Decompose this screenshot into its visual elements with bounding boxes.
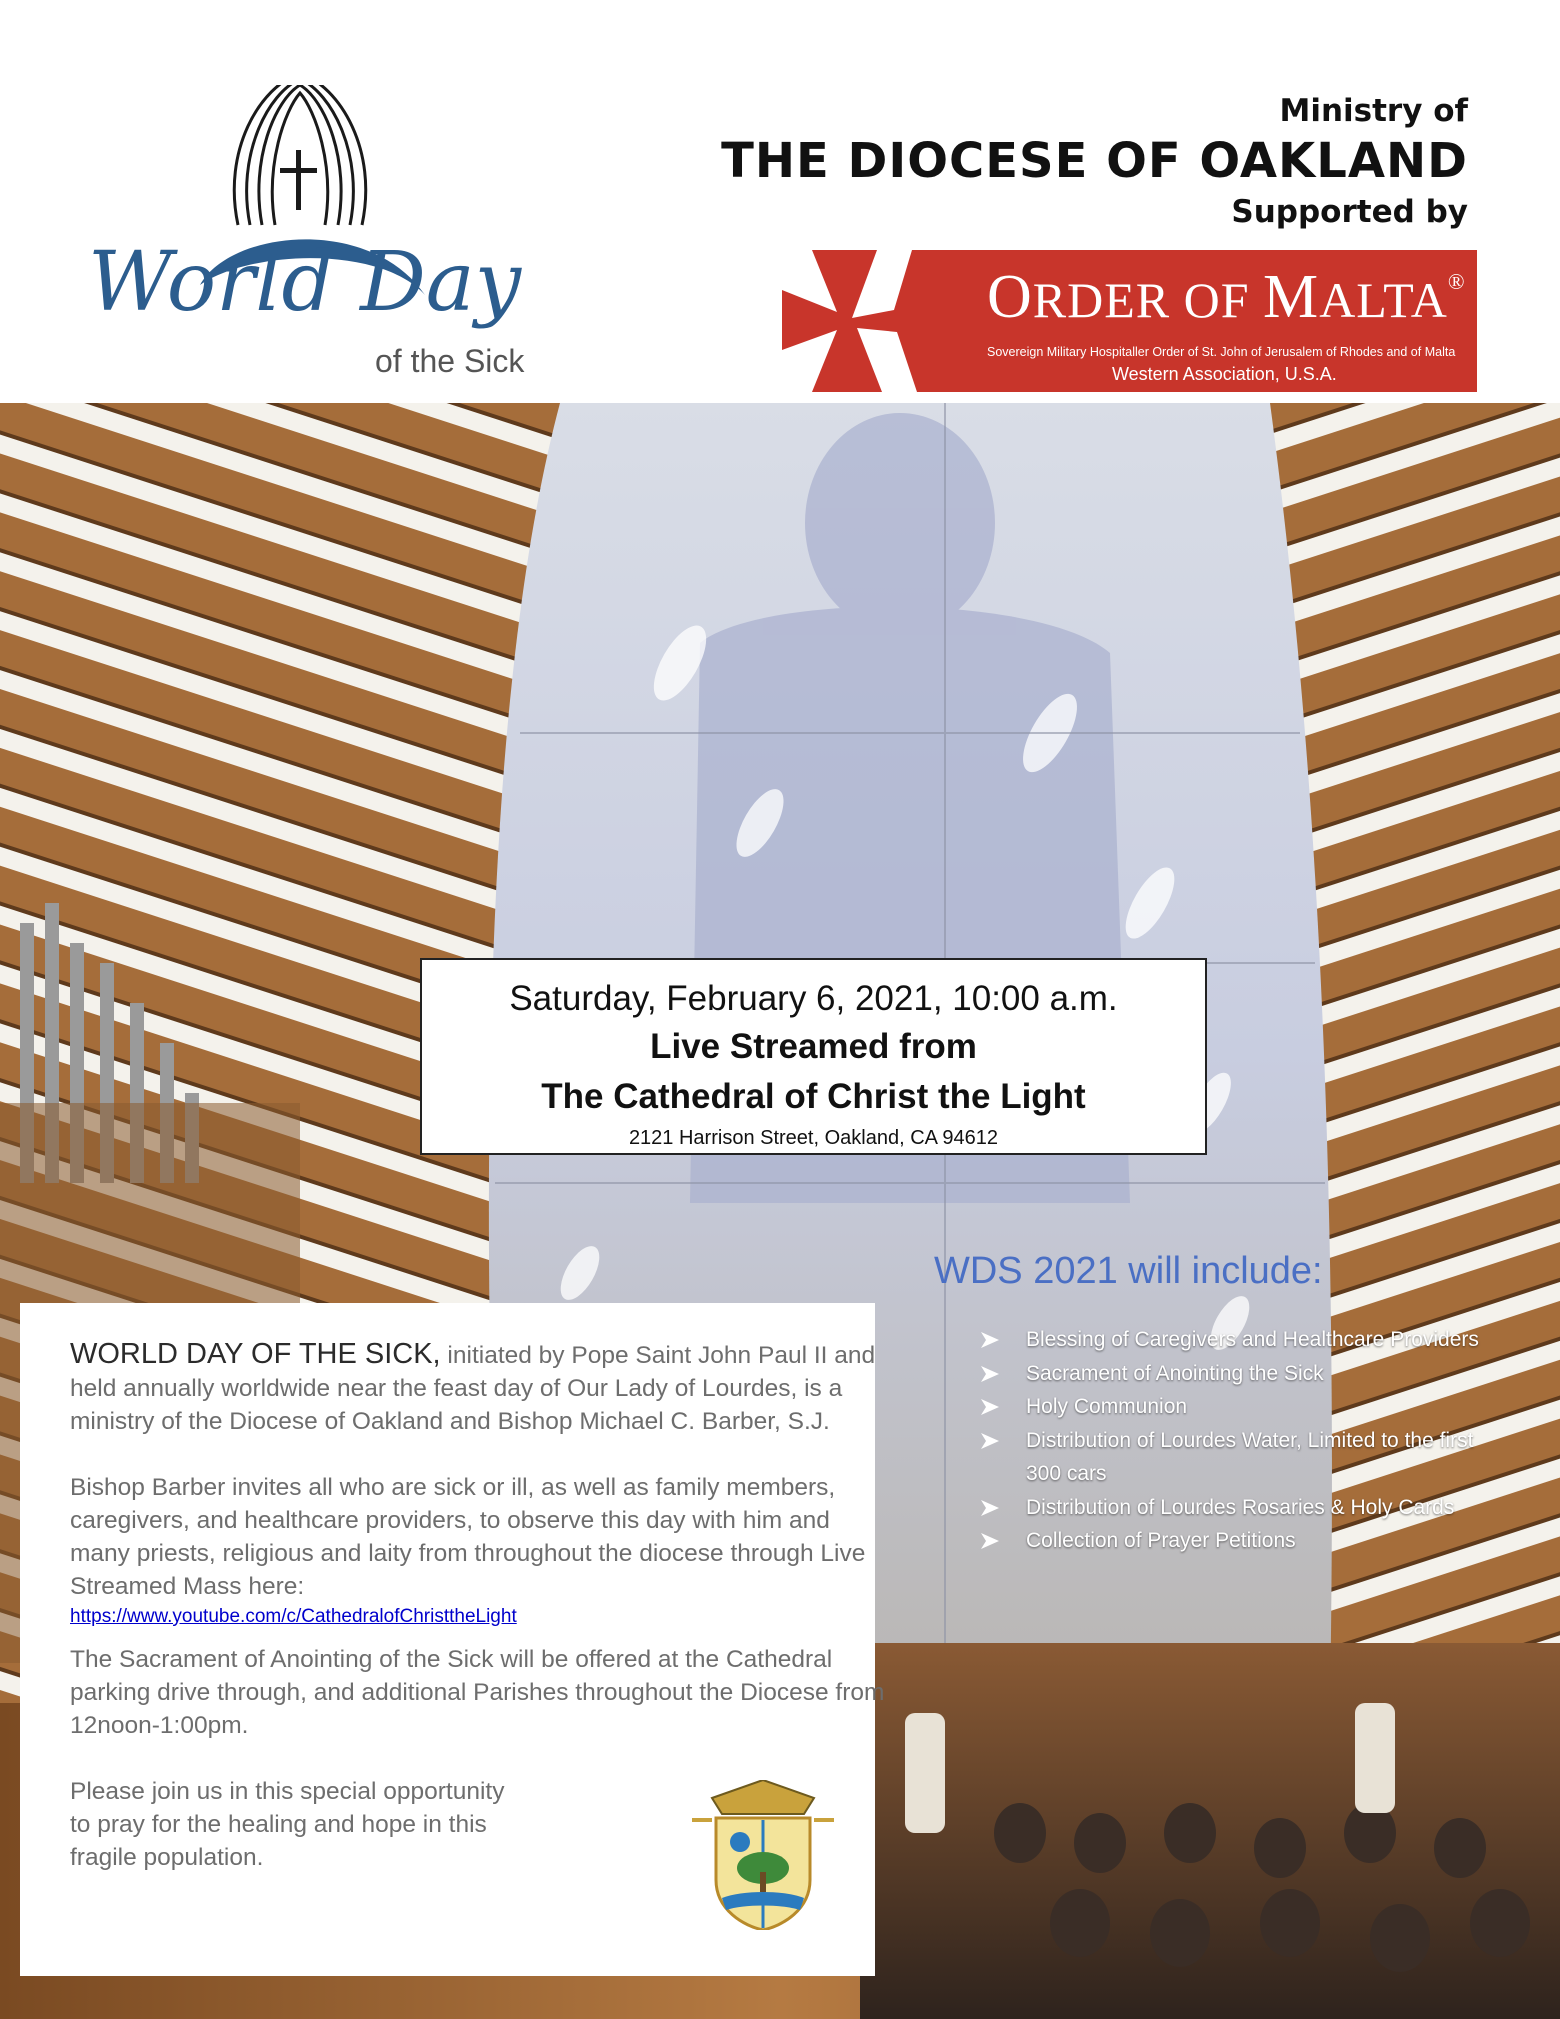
wds-list xyxy=(980,1323,1490,1558)
info-paragraph-anointing: The Sacrament of Anointing of the Sick will be offered at the Cathedral parking drive through, and additional Parishes throughout the Diocese from 12noon-1:00pm. xyxy=(70,1646,885,1739)
list-item xyxy=(980,1323,1490,1357)
wds-item-text: Distribution of Lourdes Water, Limited to the first 300 cars xyxy=(1026,1428,1474,1485)
info-paragraph-closing: Please join us in this special opportunity to pray for the healing and hope in this fragile population. xyxy=(70,1778,505,1871)
intro-text: initiated by Pope Saint John Paul II and held annually worldwide near the feast day of Our Lady of Lourdes, is a ministry of the Diocese of Oakland and Bishop Michael C. Barber, S.J. xyxy=(70,1342,876,1435)
wds-item-text: Sacrament of Anointing the Sick xyxy=(1026,1361,1324,1385)
logo-title: World Day xyxy=(88,235,522,330)
wds-item-text: Holy Communion xyxy=(1026,1395,1188,1418)
maltese-cross-icon xyxy=(782,250,982,392)
event-stream-label: Live Streamed from xyxy=(650,1027,977,1066)
event-address: 2121 Harrison Street, Oakland, CA 94612 xyxy=(628,1127,999,1149)
list-item xyxy=(980,1357,1490,1391)
world-day-of-the-sick-logo xyxy=(80,85,560,395)
arrowhead-icon xyxy=(980,1364,1000,1384)
list-item xyxy=(980,1424,1490,1491)
order-of-malta-association: Western Association, U.S.A. xyxy=(1112,364,1337,384)
list-item xyxy=(980,1491,1490,1525)
malta-title-o: O xyxy=(987,263,1033,331)
event-details-box xyxy=(420,958,1207,1155)
diocese-title: THE DIOCESE OF OAKLAND xyxy=(721,133,1468,189)
diocese-crest-icon xyxy=(692,1780,834,1930)
supported-by-text: Supported by xyxy=(1231,194,1468,230)
wds-item-text: Blessing of Caregivers and Healthcare Providers xyxy=(1026,1328,1479,1351)
lead-heading: WORLD DAY OF THE SICK, xyxy=(70,1338,441,1370)
arrowhead-icon xyxy=(980,1498,1000,1518)
malta-title-rder-of: RDER OF xyxy=(1032,272,1264,328)
info-paragraph-intro xyxy=(70,1338,890,1438)
list-item xyxy=(980,1524,1490,1558)
youtube-link[interactable]: https://www.youtube.com/c/CathedralofChristtheLight xyxy=(70,1606,517,1627)
order-of-malta-banner xyxy=(782,250,1477,392)
event-date-time: Saturday, February 6, 2021, 10:00 a.m. xyxy=(509,979,1118,1018)
arrowhead-icon xyxy=(980,1397,1000,1417)
registered-mark: ® xyxy=(1447,269,1466,294)
malta-title-alta: ALTA xyxy=(1319,272,1448,328)
wds-item-text: Collection of Prayer Petitions xyxy=(1026,1529,1296,1552)
logo-subtitle: of the Sick xyxy=(375,343,525,379)
arrowhead-icon xyxy=(980,1531,1000,1551)
coat-of-arms-icon xyxy=(692,1780,834,1930)
ministry-block xyxy=(721,92,1468,232)
wds-heading: WDS 2021 will include: xyxy=(934,1250,1323,1292)
wds-item-text: Distribution of Lourdes Rosaries & Holy Cards xyxy=(1026,1495,1455,1519)
list-item xyxy=(980,1390,1490,1424)
malta-title-m: M xyxy=(1263,263,1320,331)
info-panel xyxy=(20,1303,885,1976)
arrowhead-icon xyxy=(980,1330,1000,1350)
event-place: The Cathedral of Christ the Light xyxy=(541,1077,1086,1116)
invite-text: Bishop Barber invites all who are sick or ill, as well as family members, caregivers, and healthcare providers, to observe this day with him and many priests, religious and laity from throughout the diocese through Live Streamed Mass here: xyxy=(70,1474,866,1600)
arrowhead-icon xyxy=(980,1431,1000,1451)
ministry-of-text: Ministry of xyxy=(1279,93,1468,129)
info-paragraph-invite xyxy=(70,1471,890,1631)
order-of-malta-title xyxy=(987,262,1466,333)
order-of-malta-subtitle: Sovereign Military Hospitaller Order of St. John of Jerusalem of Rhodes and of Malta xyxy=(987,345,1456,359)
